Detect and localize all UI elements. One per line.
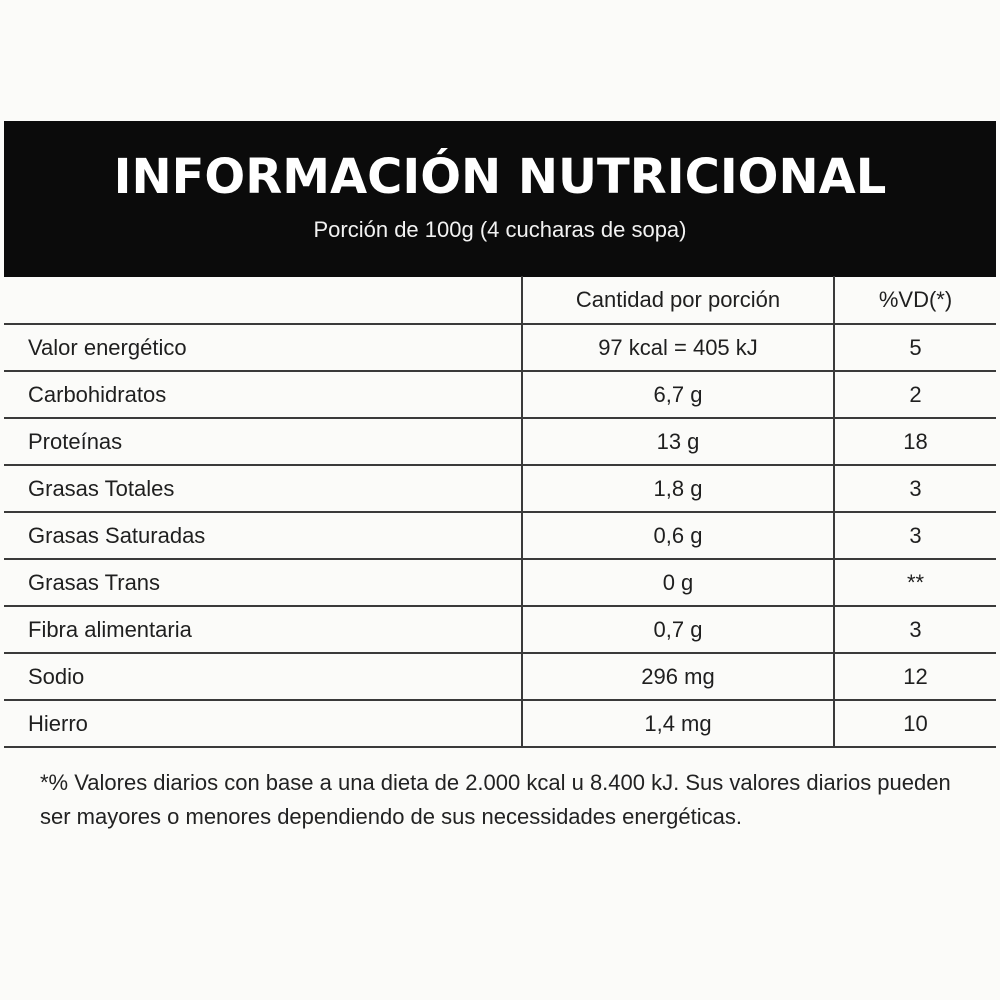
nutrient-daily-value: 10 — [834, 700, 996, 747]
table-row — [4, 418, 996, 465]
table-row — [4, 465, 996, 512]
nutrient-name: Grasas Trans — [4, 559, 522, 606]
table-row — [4, 324, 996, 371]
nutrient-name: Fibra alimentaria — [4, 606, 522, 653]
nutrient-amount: 0,7 g — [522, 606, 834, 653]
table-row — [4, 606, 996, 653]
table-row — [4, 700, 996, 747]
nutrition-header — [4, 121, 996, 277]
nutrient-daily-value: 2 — [834, 371, 996, 418]
nutrient-name: Valor energético — [4, 324, 522, 371]
nutrient-name: Sodio — [4, 653, 522, 700]
nutrient-amount: 13 g — [522, 418, 834, 465]
nutrient-name: Hierro — [4, 700, 522, 747]
table-row — [4, 559, 996, 606]
nutrient-name: Grasas Saturadas — [4, 512, 522, 559]
serving-size: Porción de 100g (4 cucharas de sopa) — [313, 217, 687, 242]
nutrient-daily-value: ** — [834, 559, 996, 606]
page-title: INFORMACIÓN NUTRICIONAL — [113, 149, 887, 205]
nutrient-amount: 6,7 g — [522, 371, 834, 418]
footnote: *% Valores diarios con base a una dieta de 2.000 kcal u 8.400 kJ. Sus valores diarios pueden ser mayores o menores dependiendo de sus necessidades energéticas. — [40, 770, 951, 829]
nutrient-amount: 296 mg — [522, 653, 834, 700]
table-row — [4, 512, 996, 559]
nutrient-daily-value: 5 — [834, 324, 996, 371]
nutrient-amount: 1,8 g — [522, 465, 834, 512]
nutrient-name: Proteínas — [4, 418, 522, 465]
nutrient-amount: 97 kcal = 405 kJ — [522, 324, 834, 371]
nutrient-amount: 0,6 g — [522, 512, 834, 559]
column-header-amount: Cantidad por porción — [522, 276, 834, 324]
nutrient-daily-value: 12 — [834, 653, 996, 700]
nutrient-name: Grasas Totales — [4, 465, 522, 512]
column-header-nutrient — [4, 276, 522, 324]
table-row — [4, 653, 996, 700]
nutrient-amount: 1,4 mg — [522, 700, 834, 747]
table-row — [4, 371, 996, 418]
nutrient-daily-value: 3 — [834, 512, 996, 559]
nutrient-daily-value: 3 — [834, 465, 996, 512]
nutrient-amount: 0 g — [522, 559, 834, 606]
table-header-row — [4, 276, 996, 324]
column-header-daily-value: %VD(*) — [834, 276, 996, 324]
nutrition-table — [4, 276, 996, 748]
nutrient-daily-value: 18 — [834, 418, 996, 465]
nutrient-daily-value: 3 — [834, 606, 996, 653]
nutrient-name: Carbohidratos — [4, 371, 522, 418]
